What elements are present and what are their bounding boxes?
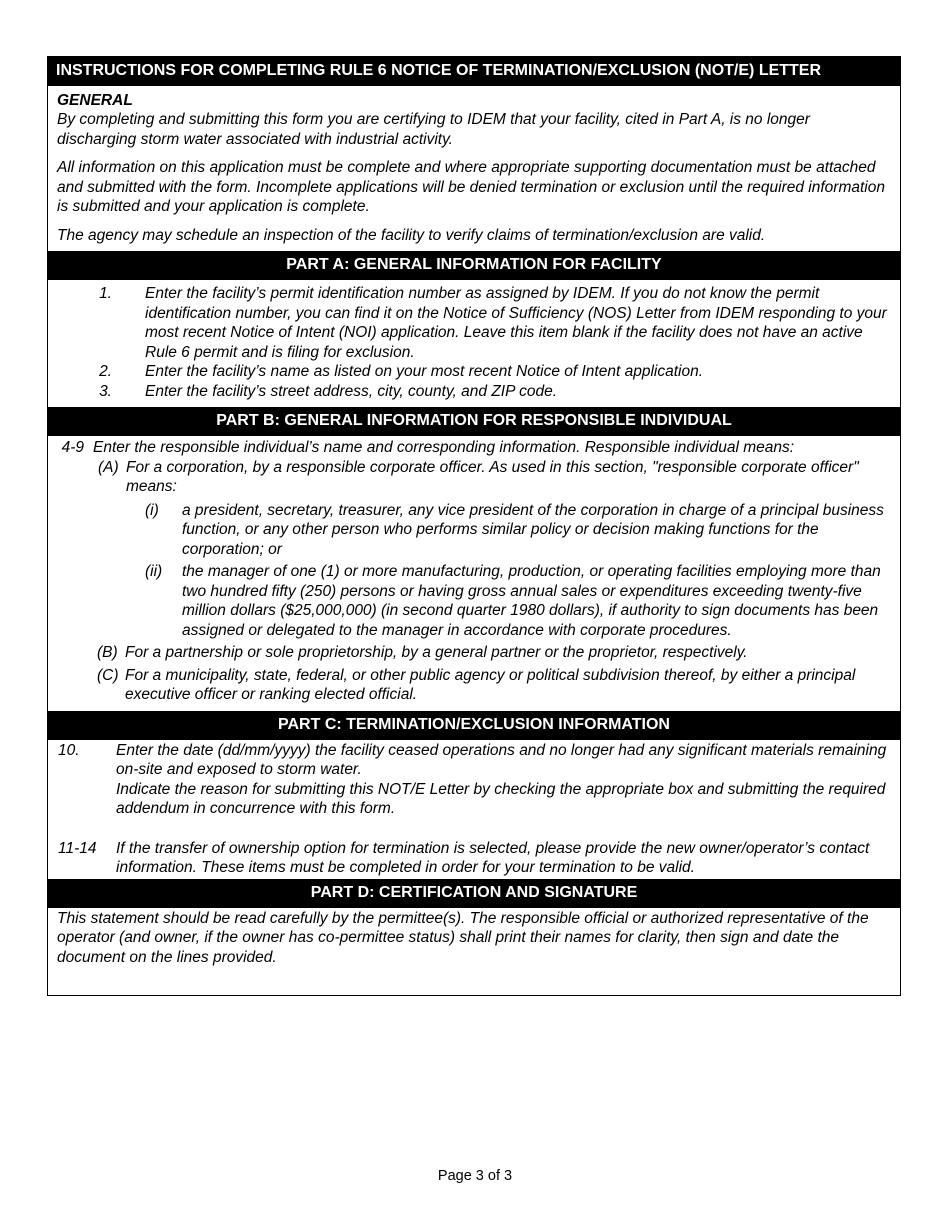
item-text: Enter the facility’s permit identification number as assigned by IDEM. If you do not know the permit identification number, you can find it on the Notice of Sufficiency (NOS) Letter from IDEM responding to your most recent Notice of Intent (NOI) application. Leave this item blank if the facility does not have an active Rule 6 permit and is filing for exclusion.: [145, 285, 887, 361]
general-paragraph: By completing and submitting this form you are certifying to IDEM that your facility, cited in Part A, is no longer discharging storm water associated with industrial activity.: [57, 111, 810, 148]
option-text: For a partnership or sole proprietorship, by a general partner or the proprietor, respectively.: [125, 644, 748, 661]
part-b-option-b: [97, 643, 892, 663]
part-a-item: [48, 362, 892, 382]
option-text: For a corporation, by a responsible corporate officer. As used in this section, "responsible corporate officer" means:: [126, 458, 859, 495]
general-section: [48, 86, 900, 251]
item-text: Enter the responsible individual’s name and corresponding information. Responsible individual means:: [93, 439, 795, 456]
item-text: If the transfer of ownership option for termination is selected, please provide the new owner/operator’s contact information. These items must be completed in order for your termination to be valid.: [116, 839, 870, 876]
part-a-item: [48, 284, 892, 362]
item-text: Enter the facility’s street address, city, county, and ZIP code.: [145, 382, 558, 400]
part-d-section: [48, 908, 900, 974]
part-a-item: [48, 382, 892, 402]
part-b-option-a: [98, 458, 892, 497]
general-paragraph: All information on this application must be complete and where appropriate supporting documentation must be attached and submitted with the form. Incomplete applications will be denied termination or exclusion until the required information is submitted and your application is complete.: [57, 159, 885, 215]
part-c-section: [48, 740, 900, 879]
part-d-heading: PART D: CERTIFICATION AND SIGNATURE: [48, 879, 900, 908]
item-number: 2.: [99, 363, 112, 380]
part-c-item-10: [48, 741, 892, 819]
general-heading: GENERAL: [57, 92, 133, 109]
part-d-text: This statement should be read carefully by the permittee(s). The responsible official or authorized representative of the operator (and owner, if the owner has co-permittee status) shall print their names for clarity, then sign and date the document on the lines provided.: [57, 909, 869, 966]
part-b-option-c: [97, 666, 892, 705]
part-a-section: [48, 280, 900, 407]
part-b-heading: PART B: GENERAL INFORMATION FOR RESPONSIBLE INDIVIDUAL: [48, 407, 900, 436]
option-label: (A): [98, 458, 119, 476]
item-number: 1.: [99, 285, 112, 302]
part-c-item-11-14: [48, 839, 892, 878]
option-label: (B): [97, 644, 118, 661]
item-10-text: Enter the date (dd/mm/yyyy) the facility ceased operations and no longer had any significant materials remaining on-site and exposed to storm water.: [116, 741, 887, 778]
part-a-heading: PART A: GENERAL INFORMATION FOR FACILITY: [48, 251, 900, 280]
part-b-section: [48, 436, 900, 711]
item-10-text-reason: Indicate the reason for submitting this NOT/E Letter by checking the appropriate box and submitting the required addendum in concurrence with this form.: [116, 780, 886, 817]
part-b-intro: [48, 438, 892, 458]
instructions-form: [47, 56, 901, 996]
subitem-text: the manager of one (1) or more manufacturing, production, or operating facilities employing more than two hundred fifty (250) persons or having gross annual sales or expenditures exceeding twenty-five million dollars ($25,000,000) (in second quarter 1980 dollars), if authority to sign documents has been assigned or delegated to the manager in accordance with corporate procedures.: [182, 563, 881, 639]
subitem-number: (ii): [145, 563, 163, 580]
item-number: 11-14: [58, 839, 97, 857]
subitem-text: a president, secretary, treasurer, any vice president of the corporation in charge of a principal business function, or any other person who performs similar policy or decision making functions for the corporation; or: [182, 501, 884, 558]
option-text: For a municipality, state, federal, or other public agency or political subdivision thereof, by either a principal executive officer or ranking elected official.: [125, 666, 856, 703]
option-label: (C): [97, 666, 119, 684]
item-text: [116, 741, 892, 819]
item-number: 10.: [58, 741, 80, 759]
part-b-subitem: [145, 501, 892, 560]
part-b-subitem: [145, 562, 892, 640]
item-number: 4-9: [61, 439, 84, 456]
page-number: Page 3 of 3: [437, 1168, 513, 1184]
general-paragraph: The agency may schedule an inspection of the facility to verify claims of termination/exclusion are valid.: [57, 226, 766, 244]
item-text: Enter the facility’s name as listed on your most recent Notice of Intent application.: [145, 363, 703, 380]
item-number: 3.: [99, 382, 112, 400]
document-title: INSTRUCTIONS FOR COMPLETING RULE 6 NOTICE OF TERMINATION/EXCLUSION (NOT/E) LETTER: [48, 57, 900, 86]
part-c-heading: PART C: TERMINATION/EXCLUSION INFORMATION: [48, 711, 900, 740]
subitem-number: (i): [145, 501, 159, 519]
